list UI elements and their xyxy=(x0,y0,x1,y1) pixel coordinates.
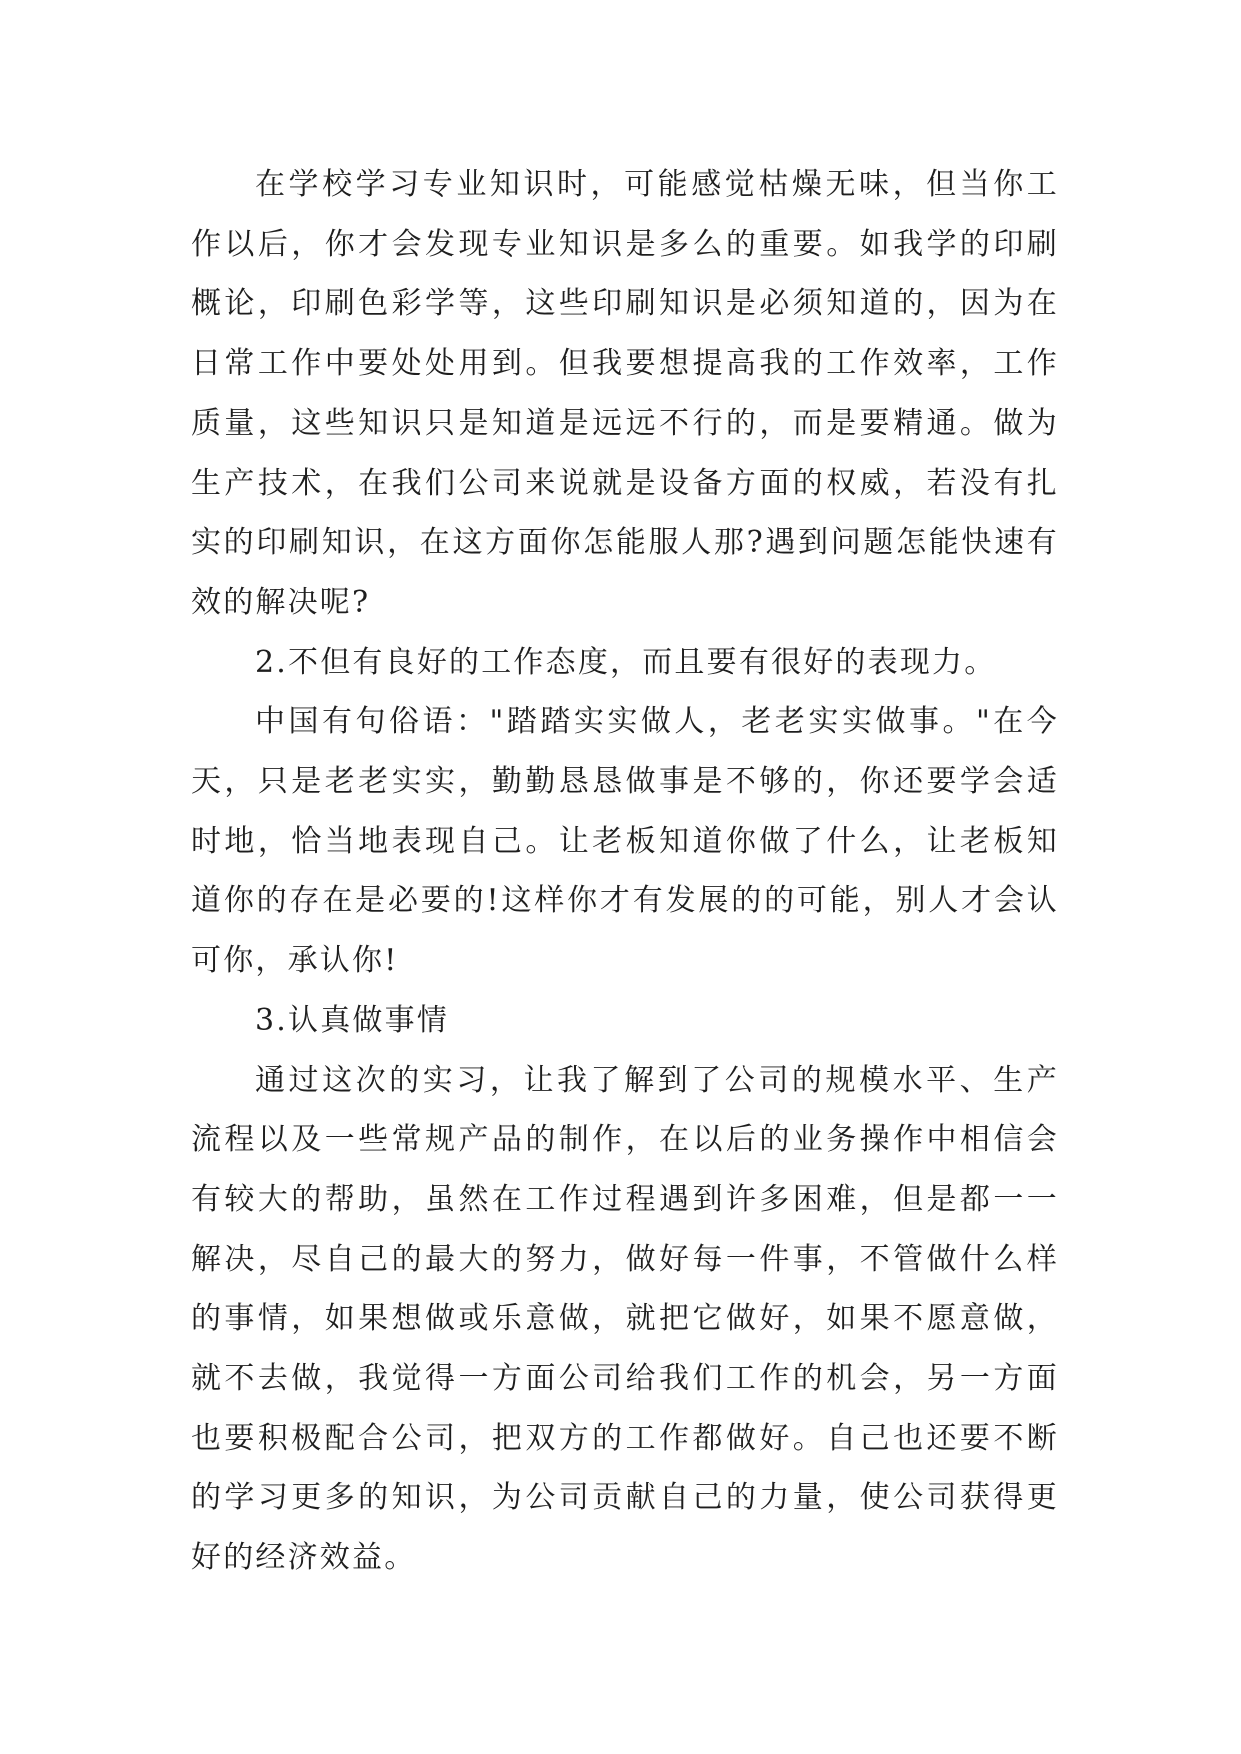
heading-work-attitude: 2.不但有良好的工作态度，而且要有很好的表现力。 xyxy=(255,644,997,680)
paragraph-professional-knowledge: 在学校学习专业知识时，可能感觉枯燥无味，但当你工作以后，你才会发现专业知识是多么的重要。如我学的印刷概论，印刷色彩学等，这些印刷知识是必须知道的，因为在日常工作中要处处用到。但我要想提高我的工作效率，工作质量，这些知识只是知道是远远不行的，而是要精通。做为生产技术，在我们公司来说就是设备方面的权威，若没有扎实的印刷知识，在这方面你怎能服人那?遇到问题怎能快速有效的解决呢? xyxy=(191,167,1059,620)
heading-work-seriously: 3.认真做事情 xyxy=(255,1002,450,1038)
paragraph-internship-summary: 通过这次的实习，让我了解到了公司的规模水平、生产流程以及一些常规产品的制作，在以后的业务操作中相信会有较大的帮助，虽然在工作过程遇到许多困难，但是都一一解决，尽自己的最大的努力，做好每一件事，不管做什么样的事情，如果想做或乐意做，就把它做好，如果不愿意做，就不去做，我觉得一方面公司给我们工作的机会，另一方面也要积极配合公司，把双方的工作都做好。自己也还要不断的学习更多的知识，为公司贡献自己的力量，使公司获得更好的经济效益。 xyxy=(191,1062,1059,1576)
paragraph-proverb: 中国有句俗语："踏踏实实做人，老老实实做事。"在今天，只是老老实实，勤勤恳恳做事是不够的，你还要学会适时地，恰当地表现自己。让老板知道你做了什么，让老板知道你的存在是必要的!这样你才有发展的的可能，别人才会认可你，承认你! xyxy=(191,704,1059,979)
document-body xyxy=(191,155,1059,1588)
